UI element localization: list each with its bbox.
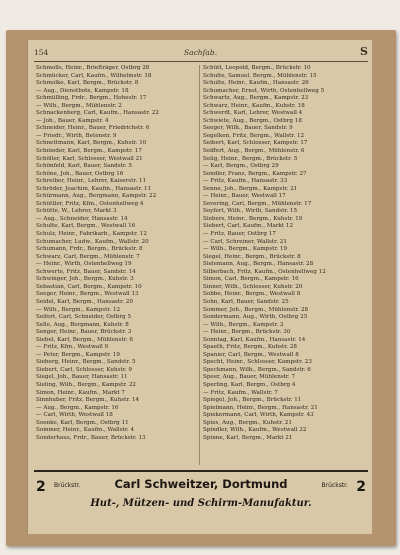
directory-entry: Schnettmann, Karl, Bergm., Kuhstr. 10 [36, 140, 147, 147]
directory-entry: Spiekermann, Carl, Wirth, Kampstr. 43 [203, 412, 314, 419]
running-title: Sachſab. [184, 48, 218, 57]
directory-entry: Sonntag, Karl, Kaufm., Hansastr. 14 [203, 336, 306, 343]
directory-entry: Senne, Joh., Bergm., Kampstr. 21 [203, 185, 298, 192]
directory-entry: — Aug., Schneider, Hansastr. 14 [36, 215, 128, 222]
directory-entry: — Heinr., Wirth, Ostenhellweg 19 [36, 261, 132, 268]
ad-street-left: Brückstr. [54, 482, 81, 489]
directory-entry: Schmülling, Frdr., Bergm., Hohestr. 17 [36, 95, 147, 102]
directory-entry: Schwarz, Carl, Bergm., Mühlenstr. 7 [36, 253, 140, 260]
ad-house-number-right: 2 [356, 479, 366, 495]
directory-entry: Sieberg, Heinr., Bergm., Sandstr. 5 [36, 359, 136, 366]
directory-entry: Schulte, Karl, Bergm., Westwall 16 [36, 223, 136, 230]
header-rule [34, 61, 368, 62]
directory-entry: Silberbach, Fritz, Kaufm., Ostenhellweg 12 [203, 268, 326, 275]
directory-entry: Sommer, Joh., Bergm., Mühlenstr. 28 [203, 306, 309, 313]
directory-entry: Selig, Heinr., Bergm., Brückstr. 5 [203, 155, 298, 162]
directory-entry: — Wilh., Bergm., Kampstr. 19 [203, 246, 288, 253]
directory-entry: Schumann, Frdr., Bergm., Brückstr. 8 [36, 246, 143, 253]
directory-entry: Spies, Aug., Bergm., Kuhstr. 21 [203, 419, 292, 426]
directory-entry: Sieling, Wilh., Bergm., Kampstr. 22 [36, 381, 136, 388]
directory-entry: Schneider, Heinr., Bauer, Friedrichstr. 6 [36, 125, 150, 132]
directory-entry: Spinne, Karl, Bergm., Markt 21 [203, 434, 293, 441]
directory-entry: Schöller, Karl, Schlosser, Westwall 21 [36, 155, 143, 162]
directory-entry: Schwarz, Heinr., Kaufm., Kuhstr. 18 [203, 102, 305, 109]
directory-entry: Spindler, Wilh., Kaufm., Westwall 32 [203, 427, 307, 434]
directory-entry: — Wilh., Bergm., Mühlenstr. 2 [36, 102, 122, 109]
directory-entry: Siegel, Joh., Bauer, Hansastr. 11 [36, 374, 128, 381]
directory-entry: Schütte, W., Lehrer, Markt 3 [36, 208, 117, 215]
directory-entry: Specht, Heinr., Schlosser, Kampstr. 23 [203, 359, 312, 366]
directory-entry: Seeger, Heinr., Bergm., Westwall 13 [36, 291, 139, 298]
directory-entry: Siebert, Carl, Kaufm., Markt 12 [203, 223, 294, 230]
directory-entry: Speer, Aug., Bauer, Mühlenstr. 7 [203, 374, 296, 381]
directory-entry: Seidel, Karl, Bergm., Hansastr. 20 [36, 298, 133, 305]
directory-entry: Seeger, Wilh., Bauer, Sandstr. 9 [203, 125, 293, 132]
directory-entry: Severing, Carl, Bergm., Mühlenstr. 17 [203, 200, 312, 207]
directory-entry: — Karl, Bergm., Ostbrg 29 [203, 163, 279, 170]
section-letter: S [360, 45, 368, 58]
directory-entry: Schulte, Heinr., Kaufm., Hansastr. 26 [203, 80, 309, 87]
directory-entry: — Wilh., Bergm., Kampstr. 12 [36, 306, 121, 313]
ad-trade-line: Hut-, Mützen- und Schirm-Manufaktur. [90, 498, 312, 509]
directory-entry: Siebert, Carl, Schlosser, Kuhstr. 9 [36, 366, 132, 373]
directory-entry: Schöne, Joh., Bauer, Ostbrg 16 [36, 170, 124, 177]
directory-entry: Segelken, Fritz, Bergm., Wallstr. 12 [203, 132, 305, 139]
page-header [34, 45, 368, 60]
directory-entry: Schwerdt, Karl, Lehrer, Westwall 4 [203, 110, 303, 117]
directory-entry: Spanier, Carl, Bergm., Westwall 8 [203, 351, 299, 358]
directory-entry: Sperling, Karl, Bergm., Ostbrg 4 [203, 381, 296, 388]
directory-entry: Schröder, Joachim, Kaufm., Hansastr. 11 [36, 185, 152, 192]
directory-entry: Schmolls, Heinr., Briefträger, Ostbrg 28 [36, 65, 150, 71]
directory-entry: Seiffert, Aug., Bergm., Mühlenstr. 6 [203, 148, 305, 155]
directory-entry: Soenke, Karl, Bergm., Ostbrg 11 [36, 419, 129, 426]
ad-house-number-left: 2 [36, 479, 46, 495]
directory-entry: Spaeth, Fritz, Bergm., Kuhstr. 28 [203, 344, 297, 351]
directory-entry: Schnackenberg, Carl, Kaufm., Hansastr. 22 [36, 110, 159, 117]
directory-entry: Speckmann, Wilh., Bergm., Sandstr. 6 [203, 366, 311, 373]
directory-entry: Sohn, Karl, Bauer, Sandstr. 25 [203, 298, 289, 305]
directory-entry: Sondermann, Aug., Wirth, Ostbrg 25 [203, 314, 308, 321]
directory-entry: Simon, Carl, Bergm., Kampstr. 16 [203, 276, 299, 283]
directory-entry: Sinnhuber, Fritz, Bergm., Kuhstr. 14 [36, 397, 140, 404]
directory-entry: Selle, Aug., Bergmann, Kuhstr. 8 [36, 321, 129, 328]
directory-entry: Schmücker, Carl, Kaufm., Wilhelmstr. 18 [36, 72, 152, 79]
directory-entry: Sobbe, Heinr., Bergm., Westwall 8 [203, 291, 301, 298]
page-number: 154 [34, 48, 49, 57]
directory-entry: Sommer, Heinr., Kaufm., Wallstr. 4 [36, 427, 134, 434]
directory-entry: — Fritz, Kaufm., Wallstr. 7 [203, 389, 278, 396]
directory-entry: Sebastian, Carl, Bergm., Kampstr. 10 [36, 283, 142, 290]
directory-entry: — Aug., Dienstbote, Kampstr. 18 [36, 87, 129, 94]
column-divider [199, 65, 200, 465]
directory-entry: Schwinger, Joh., Bergm., Kuhstr. 3 [36, 276, 134, 283]
directory-entry: Spielmann, Heinr., Bergm., Hansastr. 21 [203, 404, 318, 411]
directory-entry: Schulz, Heinr., Fabrikarb., Kampstr. 12 [36, 231, 147, 238]
directory-entry: Sinner, Wilh., Schlosser, Kuhstr. 20 [203, 283, 303, 290]
directory-entry: — Carl, Wirth, Westwall 18 [36, 412, 113, 419]
directory-entry: Senger, Heinr., Bauer, Brückstr. 3 [36, 329, 132, 336]
directory-entry: Schreiber, Heinr., Lehrer, Kaiserstr. 11 [36, 178, 147, 185]
directory-entry: Seifert, Carl, Schneider, Ostbrg 5 [36, 314, 132, 321]
directory-entry: — Peter, Bergm., Kampstr. 19 [36, 351, 120, 358]
directory-entry: Simon, Heinr., Kaufm., Markt 7 [36, 389, 125, 396]
directory-entry: — Joh., Bauer, Kampstr. 4 [36, 117, 109, 124]
directory-entry: Spiegel, Joh., Bergm., Brückstr. 11 [203, 397, 302, 404]
book-page [27, 40, 372, 534]
left-column [36, 65, 196, 465]
directory-entry: Schumacher, Ernst, Wirth, Ostenhellweg 5 [203, 87, 325, 94]
directory-entry: Sonderhaus, Frdr., Bauer, Brückstr. 13 [36, 434, 146, 441]
directory-entry: Schwerte, Fritz, Bauer, Sandstr. 14 [36, 268, 136, 275]
directory-entry: — Wilh., Bergm., Kampstr. 2 [203, 321, 284, 328]
directory-entry: — Aug., Bergm., Kampstr. 16 [36, 404, 119, 411]
directory-entry: Schwiete, Aug., Bergm., Ostbrg 18 [203, 117, 302, 124]
directory-entry: Schumacher, Ludw., Kaufm., Wallstr. 20 [36, 238, 149, 245]
directory-entry: — Carl, Schreiner, Wallstr. 21 [203, 238, 287, 245]
directory-entry: — Friedr., Wirth, Betenstr. 9 [36, 132, 117, 139]
directory-entry: — Fritz, Kaufm., Hansastr. 33 [203, 178, 288, 185]
directory-entry: Schulte, Samuel, Bergm., Mühlenstr. 15 [203, 72, 317, 79]
directory-entry: Schönfeld, Karl, Bauer, Sandstr. 5 [36, 163, 132, 170]
directory-entry: — Fritz, Kfm., Westwall 9 [36, 344, 109, 351]
directory-entry: Schürmann, Aug., Bergmann, Kampstr. 22 [36, 193, 157, 200]
directory-entry: Seibert, Karl, Schlosser, Kampstr. 17 [203, 140, 308, 147]
directory-entry: Sielemann, Aug., Bergm., Hansastr. 28 [203, 261, 314, 268]
directory-entry: Schnieder, Karl, Bergm., Kampstr. 17 [36, 148, 142, 155]
directory-entry: Sendler, Franz, Bergm., Kampstr. 27 [203, 170, 307, 177]
directory-entry: — Fritz, Bauer, Ostbrg 17 [203, 231, 276, 238]
directory-entry: Schütt, Leopold, Bergm., Brückstr. 10 [203, 65, 311, 71]
ad-street-right: Brückstr. [321, 482, 348, 489]
directory-entry: Siebers, Heinr., Bergm., Kuhstr. 19 [203, 215, 303, 222]
directory-entry: Schüttler, Fritz, Kfm., Ostenhellweg 4 [36, 200, 144, 207]
ad-firm-name: Carl Schweitzer, Dortmund [114, 477, 288, 491]
directory-entry: — Heinr., Bergm., Brückstr. 30 [203, 329, 291, 336]
directory-entry: — Heinr., Bauer, Westwall 17 [203, 193, 286, 200]
directory-entry: Schwartz, Aug., Bergm., Kampstr. 23 [203, 95, 309, 102]
directory-entry: Siegel, Heinr., Bergm., Brückstr. 8 [203, 253, 301, 260]
right-column [203, 65, 363, 465]
directory-entry: Seyfert, Wilh., Wirth, Sandstr. 15 [203, 208, 298, 215]
directory-entry: Siebel, Karl, Bergm., Mühlenstr. 6 [36, 336, 133, 343]
advertisement-banner [34, 470, 368, 516]
directory-entry: Schmolke, Karl, Bergm., Brückstr. 8 [36, 80, 139, 87]
